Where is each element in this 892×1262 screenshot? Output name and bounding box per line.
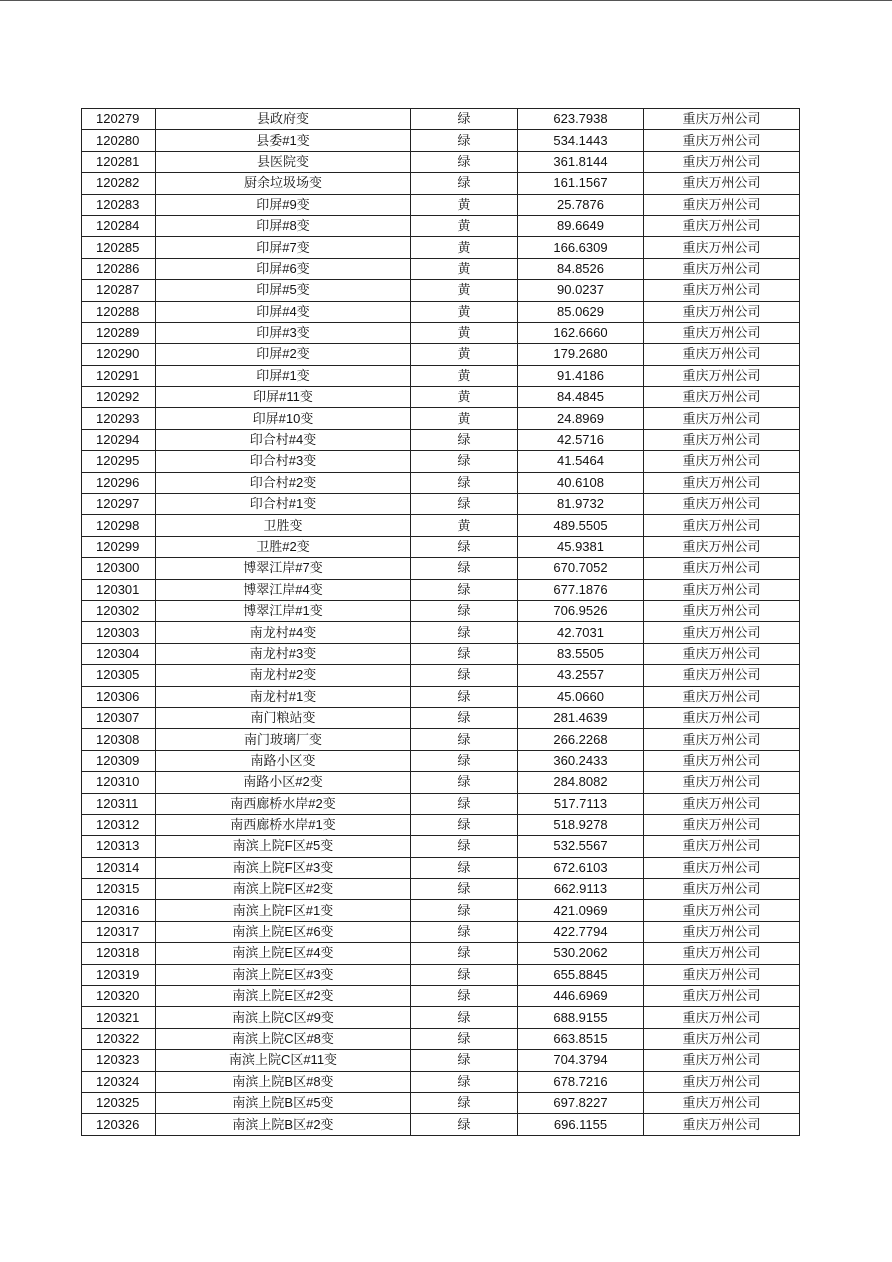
cell-status: 绿 bbox=[411, 109, 518, 130]
cell-value: 91.4186 bbox=[518, 365, 644, 386]
cell-id: 120289 bbox=[82, 322, 156, 343]
cell-value: 517.7113 bbox=[518, 793, 644, 814]
cell-name: 南滨上院B区#8变 bbox=[156, 1071, 411, 1092]
cell-status: 绿 bbox=[411, 793, 518, 814]
cell-status: 黄 bbox=[411, 387, 518, 408]
cell-id: 120284 bbox=[82, 215, 156, 236]
cell-id: 120294 bbox=[82, 429, 156, 450]
cell-id: 120312 bbox=[82, 814, 156, 835]
cell-id: 120321 bbox=[82, 1007, 156, 1028]
cell-name: 印屏#6变 bbox=[156, 258, 411, 279]
cell-value: 89.6649 bbox=[518, 215, 644, 236]
cell-status: 绿 bbox=[411, 814, 518, 835]
cell-id: 120320 bbox=[82, 986, 156, 1007]
cell-company: 重庆万州公司 bbox=[644, 173, 800, 194]
cell-value: 421.0969 bbox=[518, 900, 644, 921]
cell-company: 重庆万州公司 bbox=[644, 109, 800, 130]
cell-value: 40.6108 bbox=[518, 472, 644, 493]
cell-value: 166.6309 bbox=[518, 237, 644, 258]
cell-name: 南滨上院B区#5变 bbox=[156, 1092, 411, 1113]
cell-id: 120291 bbox=[82, 365, 156, 386]
cell-status: 绿 bbox=[411, 986, 518, 1007]
cell-id: 120283 bbox=[82, 194, 156, 215]
cell-value: 162.6660 bbox=[518, 322, 644, 343]
cell-value: 670.7052 bbox=[518, 558, 644, 579]
cell-name: 南滨上院F区#5变 bbox=[156, 836, 411, 857]
cell-name: 印屏#2变 bbox=[156, 344, 411, 365]
table-row bbox=[82, 215, 800, 236]
cell-value: 84.8526 bbox=[518, 258, 644, 279]
cell-name: 博翠江岸#7变 bbox=[156, 558, 411, 579]
cell-company: 重庆万州公司 bbox=[644, 472, 800, 493]
cell-status: 绿 bbox=[411, 964, 518, 985]
cell-value: 45.9381 bbox=[518, 536, 644, 557]
cell-name: 南龙村#1变 bbox=[156, 686, 411, 707]
cell-status: 黄 bbox=[411, 280, 518, 301]
cell-name: 南滨上院F区#3变 bbox=[156, 857, 411, 878]
cell-name: 南滨上院C区#8变 bbox=[156, 1028, 411, 1049]
cell-company: 重庆万州公司 bbox=[644, 643, 800, 664]
table-row bbox=[82, 857, 800, 878]
cell-value: 25.7876 bbox=[518, 194, 644, 215]
cell-company: 重庆万州公司 bbox=[644, 900, 800, 921]
cell-name: 印合村#4变 bbox=[156, 429, 411, 450]
cell-value: 45.0660 bbox=[518, 686, 644, 707]
cell-id: 120303 bbox=[82, 622, 156, 643]
cell-company: 重庆万州公司 bbox=[644, 536, 800, 557]
cell-status: 绿 bbox=[411, 600, 518, 621]
cell-status: 黄 bbox=[411, 515, 518, 536]
table-row bbox=[82, 665, 800, 686]
cell-name: 印屏#5变 bbox=[156, 280, 411, 301]
cell-id: 120315 bbox=[82, 879, 156, 900]
cell-status: 绿 bbox=[411, 921, 518, 942]
cell-status: 绿 bbox=[411, 429, 518, 450]
cell-name: 南滨上院E区#3变 bbox=[156, 964, 411, 985]
cell-status: 绿 bbox=[411, 750, 518, 771]
cell-value: 678.7216 bbox=[518, 1071, 644, 1092]
cell-value: 518.9278 bbox=[518, 814, 644, 835]
cell-company: 重庆万州公司 bbox=[644, 686, 800, 707]
cell-status: 绿 bbox=[411, 151, 518, 172]
table-row bbox=[82, 622, 800, 643]
cell-company: 重庆万州公司 bbox=[644, 1028, 800, 1049]
cell-value: 90.0237 bbox=[518, 280, 644, 301]
table-row bbox=[82, 280, 800, 301]
cell-id: 120280 bbox=[82, 130, 156, 151]
cell-status: 黄 bbox=[411, 322, 518, 343]
cell-status: 绿 bbox=[411, 579, 518, 600]
cell-value: 688.9155 bbox=[518, 1007, 644, 1028]
cell-name: 印屏#3变 bbox=[156, 322, 411, 343]
page-top-border bbox=[0, 0, 892, 1]
cell-status: 黄 bbox=[411, 365, 518, 386]
table-row bbox=[82, 408, 800, 429]
cell-name: 南西廊桥水岸#1变 bbox=[156, 814, 411, 835]
cell-value: 532.5567 bbox=[518, 836, 644, 857]
cell-id: 120316 bbox=[82, 900, 156, 921]
table-row bbox=[82, 1071, 800, 1092]
cell-name: 县委#1变 bbox=[156, 130, 411, 151]
cell-status: 绿 bbox=[411, 836, 518, 857]
cell-value: 655.8845 bbox=[518, 964, 644, 985]
cell-status: 绿 bbox=[411, 472, 518, 493]
cell-id: 120279 bbox=[82, 109, 156, 130]
cell-id: 120313 bbox=[82, 836, 156, 857]
cell-company: 重庆万州公司 bbox=[644, 558, 800, 579]
table-row bbox=[82, 194, 800, 215]
cell-company: 重庆万州公司 bbox=[644, 322, 800, 343]
cell-company: 重庆万州公司 bbox=[644, 729, 800, 750]
table-row bbox=[82, 151, 800, 172]
cell-id: 120301 bbox=[82, 579, 156, 600]
cell-id: 120296 bbox=[82, 472, 156, 493]
table-row bbox=[82, 836, 800, 857]
table-row bbox=[82, 921, 800, 942]
cell-id: 120308 bbox=[82, 729, 156, 750]
cell-id: 120285 bbox=[82, 237, 156, 258]
cell-id: 120298 bbox=[82, 515, 156, 536]
table-row bbox=[82, 772, 800, 793]
table-row bbox=[82, 1007, 800, 1028]
cell-company: 重庆万州公司 bbox=[644, 280, 800, 301]
table-row bbox=[82, 793, 800, 814]
table-row bbox=[82, 387, 800, 408]
table-row bbox=[82, 1092, 800, 1113]
cell-company: 重庆万州公司 bbox=[644, 258, 800, 279]
cell-status: 绿 bbox=[411, 1050, 518, 1071]
cell-company: 重庆万州公司 bbox=[644, 451, 800, 472]
cell-name: 南龙村#2变 bbox=[156, 665, 411, 686]
cell-name: 印合村#2变 bbox=[156, 472, 411, 493]
cell-company: 重庆万州公司 bbox=[644, 665, 800, 686]
cell-status: 绿 bbox=[411, 1092, 518, 1113]
cell-id: 120310 bbox=[82, 772, 156, 793]
cell-status: 黄 bbox=[411, 258, 518, 279]
cell-company: 重庆万州公司 bbox=[644, 151, 800, 172]
cell-name: 印屏#8变 bbox=[156, 215, 411, 236]
cell-value: 42.5716 bbox=[518, 429, 644, 450]
cell-status: 绿 bbox=[411, 622, 518, 643]
table-row bbox=[82, 1028, 800, 1049]
cell-status: 绿 bbox=[411, 130, 518, 151]
cell-id: 120314 bbox=[82, 857, 156, 878]
cell-id: 120305 bbox=[82, 665, 156, 686]
table-body bbox=[82, 109, 800, 1136]
table-row bbox=[82, 472, 800, 493]
cell-company: 重庆万州公司 bbox=[644, 879, 800, 900]
cell-name: 南滨上院E区#6变 bbox=[156, 921, 411, 942]
cell-id: 120323 bbox=[82, 1050, 156, 1071]
cell-status: 绿 bbox=[411, 729, 518, 750]
cell-id: 120307 bbox=[82, 707, 156, 728]
cell-company: 重庆万州公司 bbox=[644, 429, 800, 450]
cell-company: 重庆万州公司 bbox=[644, 365, 800, 386]
table-row bbox=[82, 943, 800, 964]
cell-id: 120288 bbox=[82, 301, 156, 322]
table-row bbox=[82, 558, 800, 579]
table-row bbox=[82, 536, 800, 557]
cell-name: 印屏#4变 bbox=[156, 301, 411, 322]
cell-value: 662.9113 bbox=[518, 879, 644, 900]
cell-company: 重庆万州公司 bbox=[644, 215, 800, 236]
cell-company: 重庆万州公司 bbox=[644, 494, 800, 515]
cell-id: 120290 bbox=[82, 344, 156, 365]
cell-id: 120324 bbox=[82, 1071, 156, 1092]
cell-name: 县医院变 bbox=[156, 151, 411, 172]
cell-status: 绿 bbox=[411, 665, 518, 686]
table-row bbox=[82, 365, 800, 386]
cell-status: 绿 bbox=[411, 772, 518, 793]
cell-status: 绿 bbox=[411, 686, 518, 707]
cell-id: 120287 bbox=[82, 280, 156, 301]
table-row bbox=[82, 686, 800, 707]
cell-company: 重庆万州公司 bbox=[644, 986, 800, 1007]
cell-company: 重庆万州公司 bbox=[644, 515, 800, 536]
cell-name: 南西廊桥水岸#2变 bbox=[156, 793, 411, 814]
cell-name: 印屏#11变 bbox=[156, 387, 411, 408]
cell-value: 24.8969 bbox=[518, 408, 644, 429]
cell-name: 印屏#10变 bbox=[156, 408, 411, 429]
cell-name: 南滨上院C区#9变 bbox=[156, 1007, 411, 1028]
table-row bbox=[82, 515, 800, 536]
cell-value: 697.8227 bbox=[518, 1092, 644, 1113]
cell-name: 博翠江岸#1变 bbox=[156, 600, 411, 621]
table-row bbox=[82, 750, 800, 771]
cell-company: 重庆万州公司 bbox=[644, 707, 800, 728]
cell-status: 黄 bbox=[411, 301, 518, 322]
cell-value: 281.4639 bbox=[518, 707, 644, 728]
cell-status: 绿 bbox=[411, 1028, 518, 1049]
cell-status: 绿 bbox=[411, 1114, 518, 1135]
cell-company: 重庆万州公司 bbox=[644, 943, 800, 964]
cell-value: 446.6969 bbox=[518, 986, 644, 1007]
cell-id: 120322 bbox=[82, 1028, 156, 1049]
cell-value: 161.1567 bbox=[518, 173, 644, 194]
table-row bbox=[82, 258, 800, 279]
cell-name: 南路小区变 bbox=[156, 750, 411, 771]
table-row bbox=[82, 1114, 800, 1135]
table-row bbox=[82, 173, 800, 194]
cell-value: 530.2062 bbox=[518, 943, 644, 964]
cell-value: 43.2557 bbox=[518, 665, 644, 686]
cell-company: 重庆万州公司 bbox=[644, 1071, 800, 1092]
cell-value: 179.2680 bbox=[518, 344, 644, 365]
cell-value: 361.8144 bbox=[518, 151, 644, 172]
cell-status: 绿 bbox=[411, 451, 518, 472]
cell-company: 重庆万州公司 bbox=[644, 1092, 800, 1113]
cell-status: 绿 bbox=[411, 857, 518, 878]
cell-status: 绿 bbox=[411, 536, 518, 557]
cell-id: 120281 bbox=[82, 151, 156, 172]
cell-company: 重庆万州公司 bbox=[644, 194, 800, 215]
cell-name: 南滨上院B区#2变 bbox=[156, 1114, 411, 1135]
table-row bbox=[82, 707, 800, 728]
cell-company: 重庆万州公司 bbox=[644, 964, 800, 985]
cell-company: 重庆万州公司 bbox=[644, 921, 800, 942]
cell-id: 120297 bbox=[82, 494, 156, 515]
table-row bbox=[82, 729, 800, 750]
cell-name: 南滨上院F区#1变 bbox=[156, 900, 411, 921]
cell-id: 120302 bbox=[82, 600, 156, 621]
cell-status: 绿 bbox=[411, 1007, 518, 1028]
cell-name: 南门玻璃厂变 bbox=[156, 729, 411, 750]
cell-name: 南滨上院E区#4变 bbox=[156, 943, 411, 964]
cell-name: 南滨上院E区#2变 bbox=[156, 986, 411, 1007]
table-row bbox=[82, 494, 800, 515]
cell-company: 重庆万州公司 bbox=[644, 130, 800, 151]
cell-name: 厨余垃圾场变 bbox=[156, 173, 411, 194]
cell-company: 重庆万州公司 bbox=[644, 1114, 800, 1135]
cell-status: 绿 bbox=[411, 943, 518, 964]
cell-name: 印屏#1变 bbox=[156, 365, 411, 386]
cell-id: 120326 bbox=[82, 1114, 156, 1135]
cell-status: 绿 bbox=[411, 900, 518, 921]
cell-status: 绿 bbox=[411, 879, 518, 900]
cell-value: 83.5505 bbox=[518, 643, 644, 664]
cell-id: 120304 bbox=[82, 643, 156, 664]
table-row bbox=[82, 322, 800, 343]
cell-value: 623.7938 bbox=[518, 109, 644, 130]
cell-name: 南龙村#4变 bbox=[156, 622, 411, 643]
cell-company: 重庆万州公司 bbox=[644, 857, 800, 878]
cell-name: 南滨上院C区#11变 bbox=[156, 1050, 411, 1071]
cell-value: 41.5464 bbox=[518, 451, 644, 472]
cell-company: 重庆万州公司 bbox=[644, 237, 800, 258]
cell-status: 黄 bbox=[411, 194, 518, 215]
table-row bbox=[82, 986, 800, 1007]
cell-company: 重庆万州公司 bbox=[644, 814, 800, 835]
cell-name: 印屏#9变 bbox=[156, 194, 411, 215]
cell-value: 42.7031 bbox=[518, 622, 644, 643]
table-row bbox=[82, 237, 800, 258]
cell-id: 120306 bbox=[82, 686, 156, 707]
cell-company: 重庆万州公司 bbox=[644, 750, 800, 771]
cell-name: 卫胜#2变 bbox=[156, 536, 411, 557]
cell-status: 黄 bbox=[411, 344, 518, 365]
cell-id: 120311 bbox=[82, 793, 156, 814]
table-row bbox=[82, 451, 800, 472]
cell-name: 南龙村#3变 bbox=[156, 643, 411, 664]
cell-id: 120317 bbox=[82, 921, 156, 942]
cell-name: 南滨上院F区#2变 bbox=[156, 879, 411, 900]
cell-value: 534.1443 bbox=[518, 130, 644, 151]
cell-value: 422.7794 bbox=[518, 921, 644, 942]
cell-company: 重庆万州公司 bbox=[644, 793, 800, 814]
table-row bbox=[82, 301, 800, 322]
table-row bbox=[82, 109, 800, 130]
cell-value: 696.1155 bbox=[518, 1114, 644, 1135]
cell-value: 81.9732 bbox=[518, 494, 644, 515]
cell-company: 重庆万州公司 bbox=[644, 387, 800, 408]
cell-id: 120282 bbox=[82, 173, 156, 194]
cell-value: 284.8082 bbox=[518, 772, 644, 793]
cell-value: 704.3794 bbox=[518, 1050, 644, 1071]
table-row bbox=[82, 344, 800, 365]
cell-status: 绿 bbox=[411, 173, 518, 194]
substation-table bbox=[81, 108, 800, 1136]
cell-value: 360.2433 bbox=[518, 750, 644, 771]
cell-value: 706.9526 bbox=[518, 600, 644, 621]
cell-status: 黄 bbox=[411, 237, 518, 258]
cell-value: 663.8515 bbox=[518, 1028, 644, 1049]
cell-id: 120325 bbox=[82, 1092, 156, 1113]
cell-name: 印合村#1变 bbox=[156, 494, 411, 515]
cell-company: 重庆万州公司 bbox=[644, 600, 800, 621]
cell-name: 南门粮站变 bbox=[156, 707, 411, 728]
cell-id: 120309 bbox=[82, 750, 156, 771]
cell-value: 85.0629 bbox=[518, 301, 644, 322]
cell-company: 重庆万州公司 bbox=[644, 301, 800, 322]
cell-id: 120293 bbox=[82, 408, 156, 429]
cell-name: 印屏#7变 bbox=[156, 237, 411, 258]
cell-value: 489.5505 bbox=[518, 515, 644, 536]
cell-id: 120318 bbox=[82, 943, 156, 964]
table-row bbox=[82, 429, 800, 450]
cell-id: 120319 bbox=[82, 964, 156, 985]
cell-status: 绿 bbox=[411, 707, 518, 728]
cell-id: 120299 bbox=[82, 536, 156, 557]
cell-status: 黄 bbox=[411, 215, 518, 236]
cell-company: 重庆万州公司 bbox=[644, 622, 800, 643]
table-row bbox=[82, 600, 800, 621]
cell-company: 重庆万州公司 bbox=[644, 772, 800, 793]
cell-value: 672.6103 bbox=[518, 857, 644, 878]
cell-id: 120286 bbox=[82, 258, 156, 279]
cell-value: 266.2268 bbox=[518, 729, 644, 750]
cell-company: 重庆万州公司 bbox=[644, 408, 800, 429]
table-row bbox=[82, 643, 800, 664]
cell-company: 重庆万州公司 bbox=[644, 836, 800, 857]
cell-name: 卫胜变 bbox=[156, 515, 411, 536]
cell-status: 绿 bbox=[411, 643, 518, 664]
cell-name: 印合村#3变 bbox=[156, 451, 411, 472]
table-row bbox=[82, 814, 800, 835]
cell-name: 县政府变 bbox=[156, 109, 411, 130]
table-row bbox=[82, 900, 800, 921]
cell-status: 绿 bbox=[411, 558, 518, 579]
cell-id: 120300 bbox=[82, 558, 156, 579]
cell-company: 重庆万州公司 bbox=[644, 1050, 800, 1071]
cell-company: 重庆万州公司 bbox=[644, 344, 800, 365]
table-row bbox=[82, 130, 800, 151]
cell-id: 120295 bbox=[82, 451, 156, 472]
table-row bbox=[82, 1050, 800, 1071]
table-row bbox=[82, 579, 800, 600]
cell-company: 重庆万州公司 bbox=[644, 1007, 800, 1028]
cell-status: 绿 bbox=[411, 494, 518, 515]
cell-status: 黄 bbox=[411, 408, 518, 429]
cell-status: 绿 bbox=[411, 1071, 518, 1092]
cell-value: 84.4845 bbox=[518, 387, 644, 408]
table-row bbox=[82, 879, 800, 900]
cell-value: 677.1876 bbox=[518, 579, 644, 600]
cell-company: 重庆万州公司 bbox=[644, 579, 800, 600]
cell-id: 120292 bbox=[82, 387, 156, 408]
table-row bbox=[82, 964, 800, 985]
cell-name: 南路小区#2变 bbox=[156, 772, 411, 793]
cell-name: 博翠江岸#4变 bbox=[156, 579, 411, 600]
